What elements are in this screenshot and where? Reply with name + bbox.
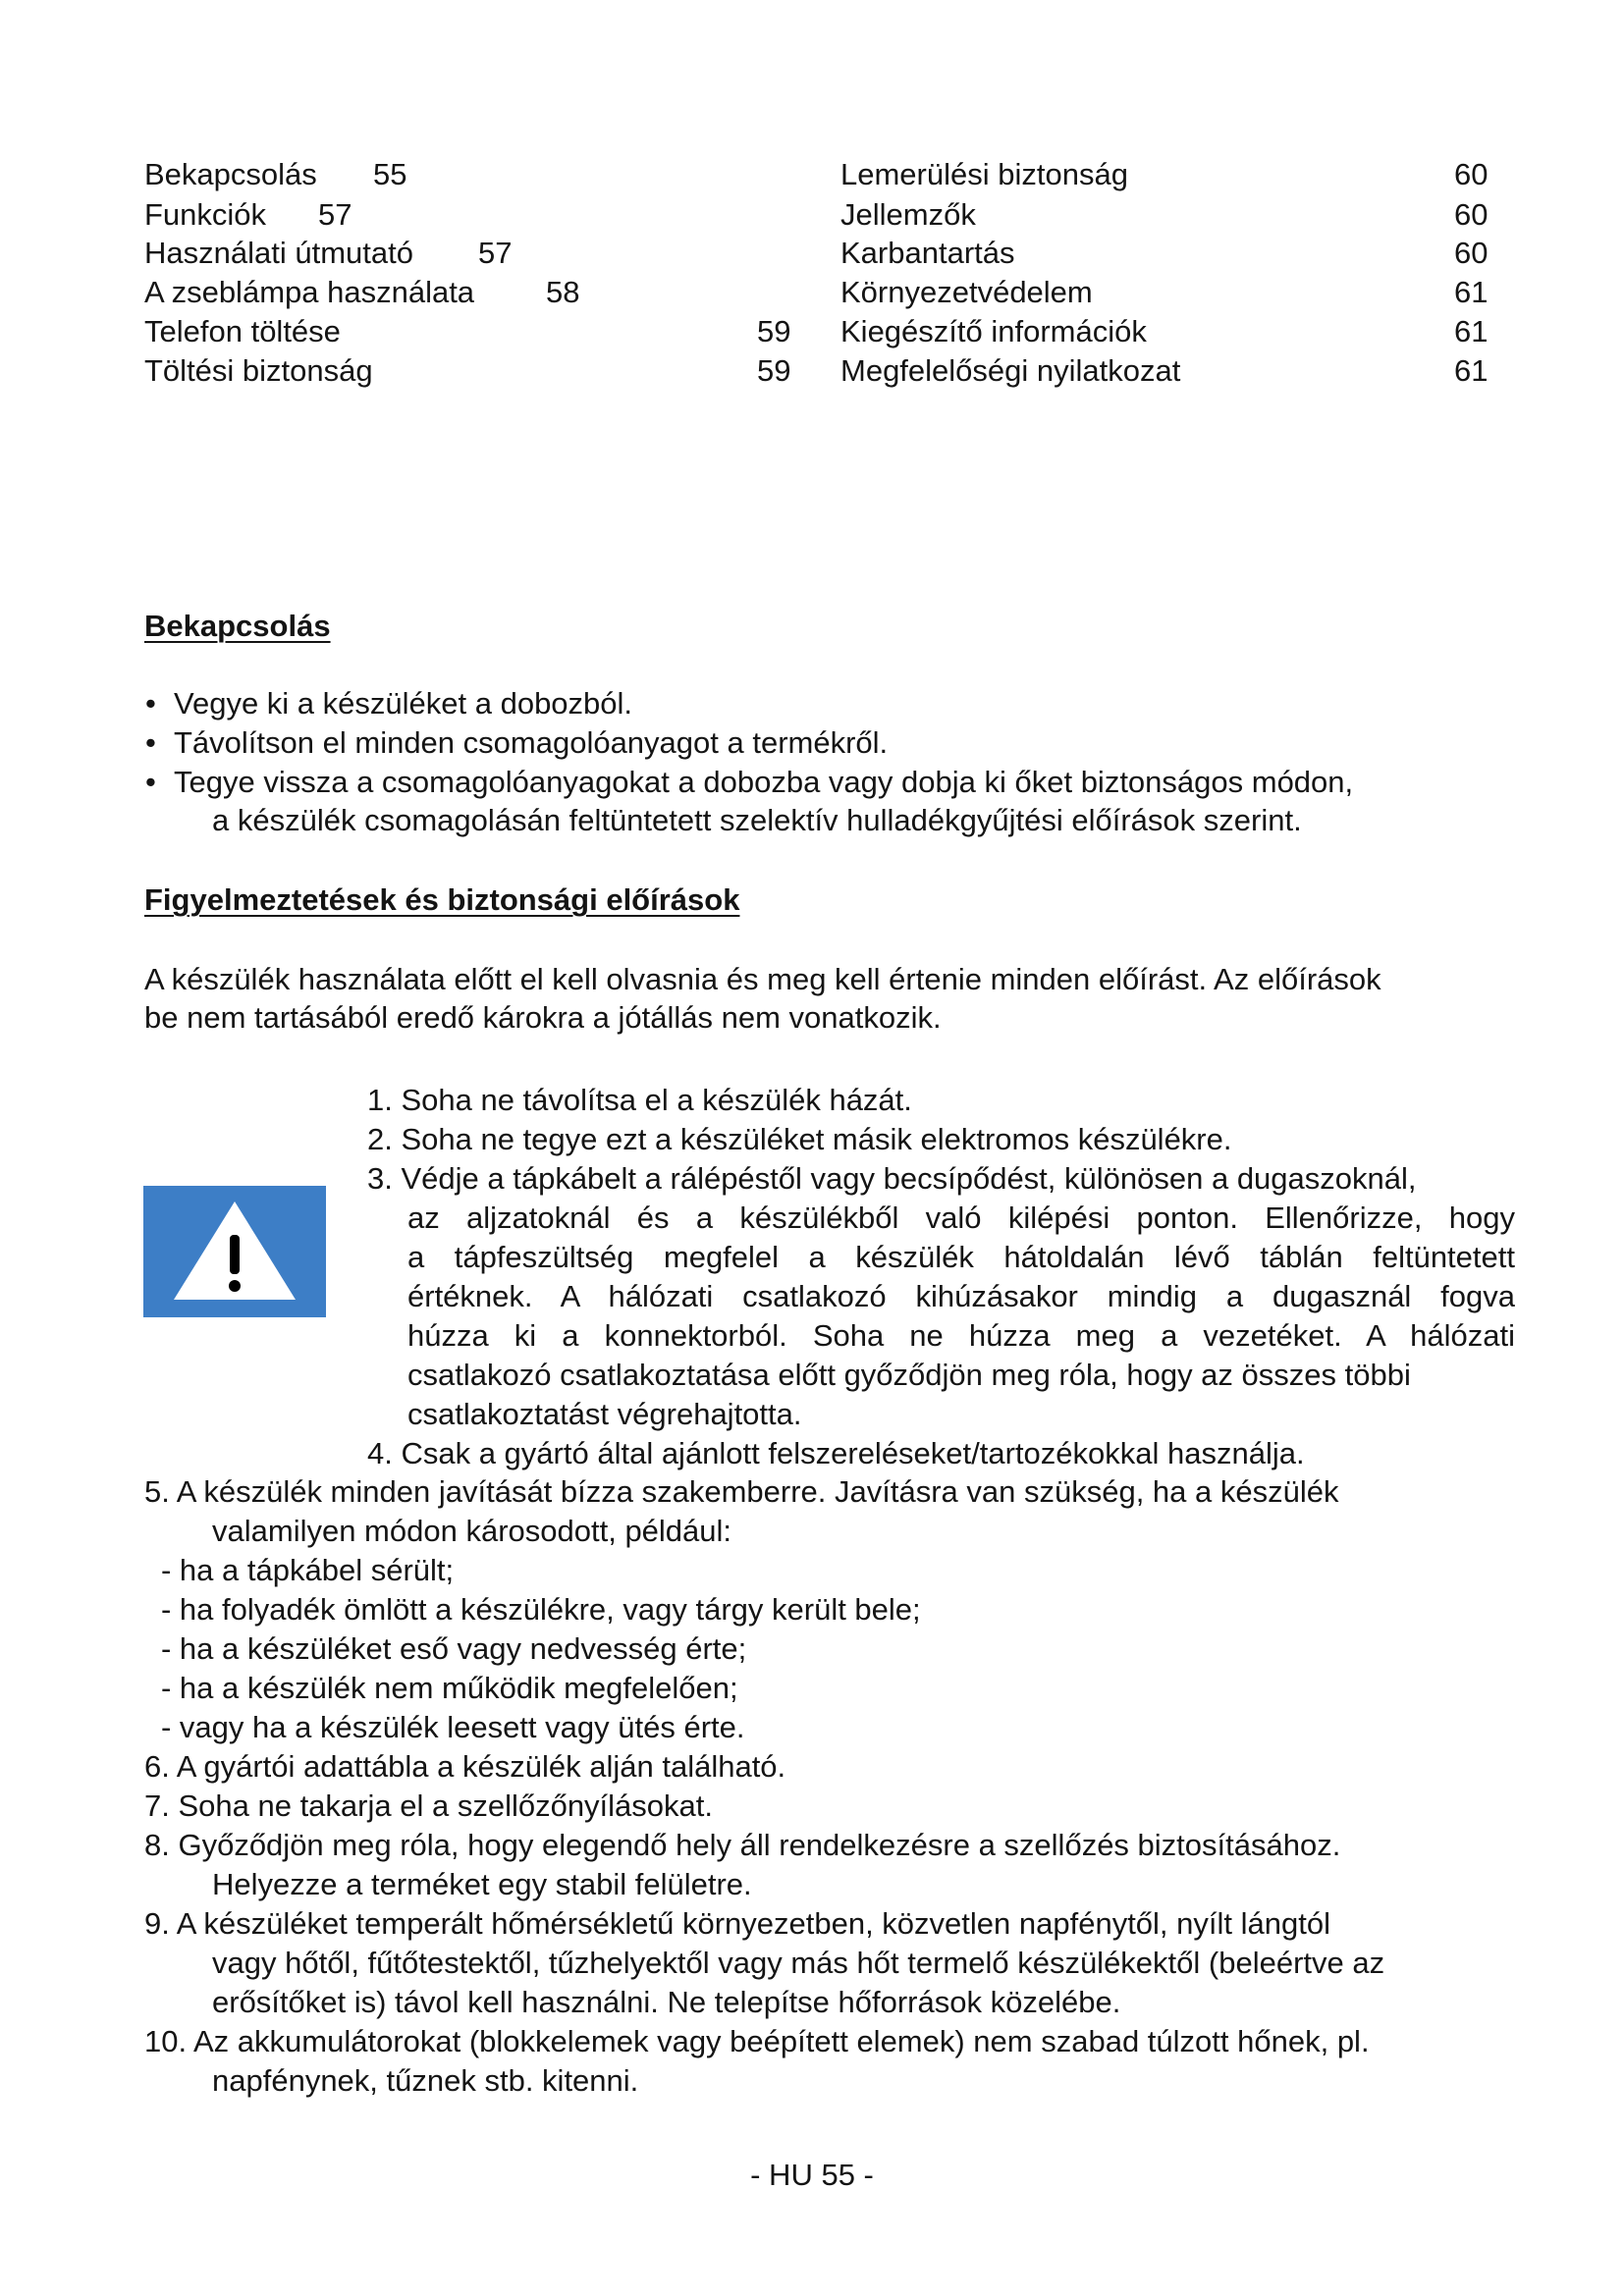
- safety-item-3-line: a tápfeszültség megfelel a készülék hátoldalán lévő táblán feltüntetett: [407, 1240, 1515, 1274]
- safety-item-3-line: húzza ki a konnektorból. Soha ne húzza meg a vezetéket. A hálózati: [407, 1318, 1515, 1353]
- condition-list-item: - ha a készüléket eső vagy nedvesség érte;: [161, 1631, 747, 1666]
- toc-item-label[interactable]: Karbantartás: [840, 236, 1015, 270]
- bullet-item: • Vegye ki a készüléket a dobozból.: [174, 684, 632, 723]
- safety-item-5: 5. A készülék minden javítását bízza szakemberre. Javításra van szükség, ha a készülék: [144, 1474, 1339, 1509]
- intro-paragraph-line: A készülék használata előtt el kell olvasnia és meg kell értenie minden előírást. Az előírások: [144, 962, 1381, 996]
- toc-item-page: 61: [1454, 353, 1489, 388]
- bullet-item: • Távolítson el minden csomagolóanyagot a termékről.: [174, 723, 888, 763]
- safety-item-7: 7. Soha ne takarja el a szellőzőnyílásokat.: [144, 1789, 714, 1823]
- safety-item-10: 10. Az akkumulátorokat (blokkelemek vagy beépített elemek) nem szabad túlzott hőnek, pl.: [144, 2024, 1370, 2058]
- safety-item-10-line: napfénynek, tűznek stb. kitenni.: [212, 2063, 639, 2098]
- toc-item-label[interactable]: Telefon töltése: [144, 314, 341, 348]
- safety-item-1: 1. Soha ne távolítsa el a készülék házát.: [367, 1083, 912, 1117]
- toc-item-page: 61: [1454, 275, 1489, 309]
- safety-item-8-line: Helyezze a terméket egy stabil felületre.: [212, 1867, 752, 1901]
- toc-item-label[interactable]: Megfelelőségi nyilatkozat: [840, 353, 1181, 388]
- toc-item-page: 59: [757, 314, 791, 348]
- bullet-item: • Tegye vissza a csomagolóanyagokat a dobozba vagy dobja ki őket biztonságos módon,: [174, 763, 1353, 802]
- toc-item-page: 60: [1454, 236, 1489, 270]
- safety-item-6: 6. A gyártói adattábla a készülék alján található.: [144, 1749, 786, 1784]
- condition-list-item: - ha a tápkábel sérült;: [161, 1553, 455, 1587]
- toc-item-page: 57: [478, 236, 513, 270]
- toc-item-page: 60: [1454, 197, 1489, 232]
- safety-item-9-line: vagy hőtől, fűtőtestektől, tűzhelyektől vagy más hőt termelő készülékektől (beleértve az: [212, 1946, 1385, 1980]
- warning-icon-panel: [143, 1186, 326, 1317]
- condition-list-item: - ha folyadék ömlött a készülékre, vagy tárgy került bele;: [161, 1592, 921, 1627]
- warning-triangle-icon: [143, 1186, 326, 1317]
- toc-item-label[interactable]: A zseblámpa használata: [144, 275, 475, 309]
- toc-item-page: 59: [757, 353, 791, 388]
- toc-item-label[interactable]: Használati útmutató: [144, 236, 413, 270]
- safety-item-9-line: erősítőket is) távol kell használni. Ne telepítse hőforrások közelébe.: [212, 1985, 1121, 2019]
- safety-item-4: 4. Csak a gyártó által ajánlott felszereléseket/tartozékokkal használja.: [367, 1436, 1305, 1470]
- toc-item-page: 61: [1454, 314, 1489, 348]
- toc-item-label[interactable]: Környezetvédelem: [840, 275, 1093, 309]
- toc-item-page: 55: [373, 157, 407, 191]
- condition-list-item: - vagy ha a készülék leesett vagy ütés érte.: [161, 1710, 745, 1744]
- safety-item-3-line: az aljzatoknál és a készülékből való kilépési ponton. Ellenőrizze, hogy: [407, 1201, 1515, 1235]
- safety-item-8: 8. Győződjön meg róla, hogy elegendő hely áll rendelkezésre a szellőzés biztosításához.: [144, 1828, 1341, 1862]
- toc-item-label[interactable]: Bekapcsolás: [144, 157, 317, 191]
- bullet-item-continuation: a készülék csomagolásán feltüntetett szelektív hulladékgyűjtési előírások szerint.: [212, 803, 1302, 837]
- safety-item-9: 9. A készüléket temperált hőmérsékletű környezetben, közvetlen napfénytől, nyílt lángtól: [144, 1906, 1330, 1941]
- toc-item-label[interactable]: Kiegészítő információk: [840, 314, 1147, 348]
- toc-item-label[interactable]: Lemerülési biztonság: [840, 157, 1128, 191]
- safety-item-3: 3. Védje a tápkábelt a rálépéstől vagy becsípődést, különösen a dugaszoknál,: [367, 1161, 1417, 1196]
- toc-item-label[interactable]: Jellemzők: [840, 197, 976, 232]
- page-number: - HU 55 -: [750, 2158, 874, 2192]
- safety-item-5-line: valamilyen módon károsodott, például:: [212, 1514, 732, 1548]
- toc-item-page: 57: [318, 197, 352, 232]
- safety-item-2: 2. Soha ne tegye ezt a készüléket másik elektromos készülékre.: [367, 1122, 1232, 1156]
- toc-item-page: 58: [546, 275, 580, 309]
- toc-item-label[interactable]: Funkciók: [144, 197, 267, 232]
- intro-paragraph-line: be nem tartásából eredő károkra a jótállás nem vonatkozik.: [144, 1000, 942, 1035]
- section-heading-bekapcsolas: Bekapcsolás: [144, 609, 331, 643]
- toc-item-label[interactable]: Töltési biztonság: [144, 353, 373, 388]
- safety-item-3-line: csatlakoztatást végrehajtotta.: [407, 1397, 802, 1431]
- safety-item-3-line: értéknek. A hálózati csatlakozó kihúzásakor mindig a dugasznál fogva: [407, 1279, 1515, 1313]
- safety-item-3-line: csatlakozó csatlakoztatása előtt győződjön meg róla, hogy az összes többi: [407, 1358, 1411, 1392]
- section-heading-warnings: Figyelmeztetések és biztonsági előírások: [144, 882, 740, 917]
- toc-item-page: 60: [1454, 157, 1489, 191]
- condition-list-item: - ha a készülék nem működik megfelelően;: [161, 1671, 738, 1705]
